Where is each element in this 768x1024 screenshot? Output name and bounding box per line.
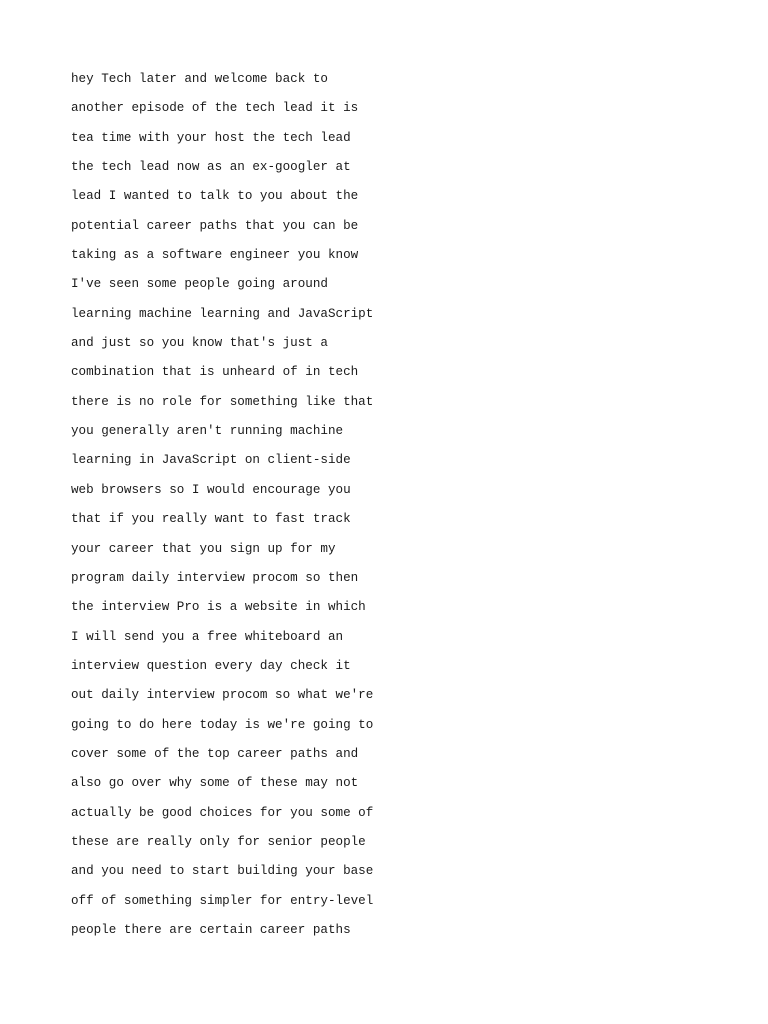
transcript-line: interview question every day check it <box>71 658 351 673</box>
transcript-line: off of something simpler for entry-level <box>71 893 374 908</box>
transcript-line: you generally aren't running machine <box>71 424 344 439</box>
transcript-line: that if you really want to fast track <box>71 512 351 527</box>
transcript-line: your career that you sign up for my <box>71 541 336 556</box>
transcript-line: tea time with your host the tech lead <box>71 130 351 145</box>
transcript-line: actually be good choices for you some of <box>71 805 374 820</box>
transcript-line: and you need to start building your base <box>71 864 374 879</box>
transcript-line: also go over why some of these may not <box>71 776 359 791</box>
transcript-line: going to do here today is we're going to <box>71 717 374 732</box>
transcript-line: taking as a software engineer you know <box>71 248 359 263</box>
transcript-line: combination that is unheard of in tech <box>71 365 359 380</box>
transcript-line: the interview Pro is a website in which <box>71 600 366 615</box>
transcript-line: the tech lead now as an ex-googler at <box>71 160 351 175</box>
transcript-line: cover some of the top career paths and <box>71 746 359 761</box>
transcript-line: program daily interview procom so then <box>71 570 359 585</box>
transcript-line: potential career paths that you can be <box>71 218 359 233</box>
transcript-line: web browsers so I would encourage you <box>71 482 351 497</box>
transcript-line: and just so you know that's just a <box>71 336 328 351</box>
transcript-line: lead I wanted to talk to you about the <box>71 189 359 204</box>
transcript-text <box>71 69 373 949</box>
transcript-line: I will send you a free whiteboard an <box>71 629 344 644</box>
transcript-line: learning machine learning and JavaScript <box>71 306 374 321</box>
transcript-line: learning in JavaScript on client-side <box>71 453 351 468</box>
transcript-line: people there are certain career paths <box>71 922 351 937</box>
transcript-line: there is no role for something like that <box>71 394 374 409</box>
transcript-line: these are really only for senior people <box>71 834 366 849</box>
transcript-line: out daily interview procom so what we're <box>71 688 374 703</box>
transcript-line: I've seen some people going around <box>71 277 328 292</box>
transcript-line: another episode of the tech lead it is <box>71 101 359 116</box>
transcript-line: hey Tech later and welcome back to <box>71 72 328 86</box>
